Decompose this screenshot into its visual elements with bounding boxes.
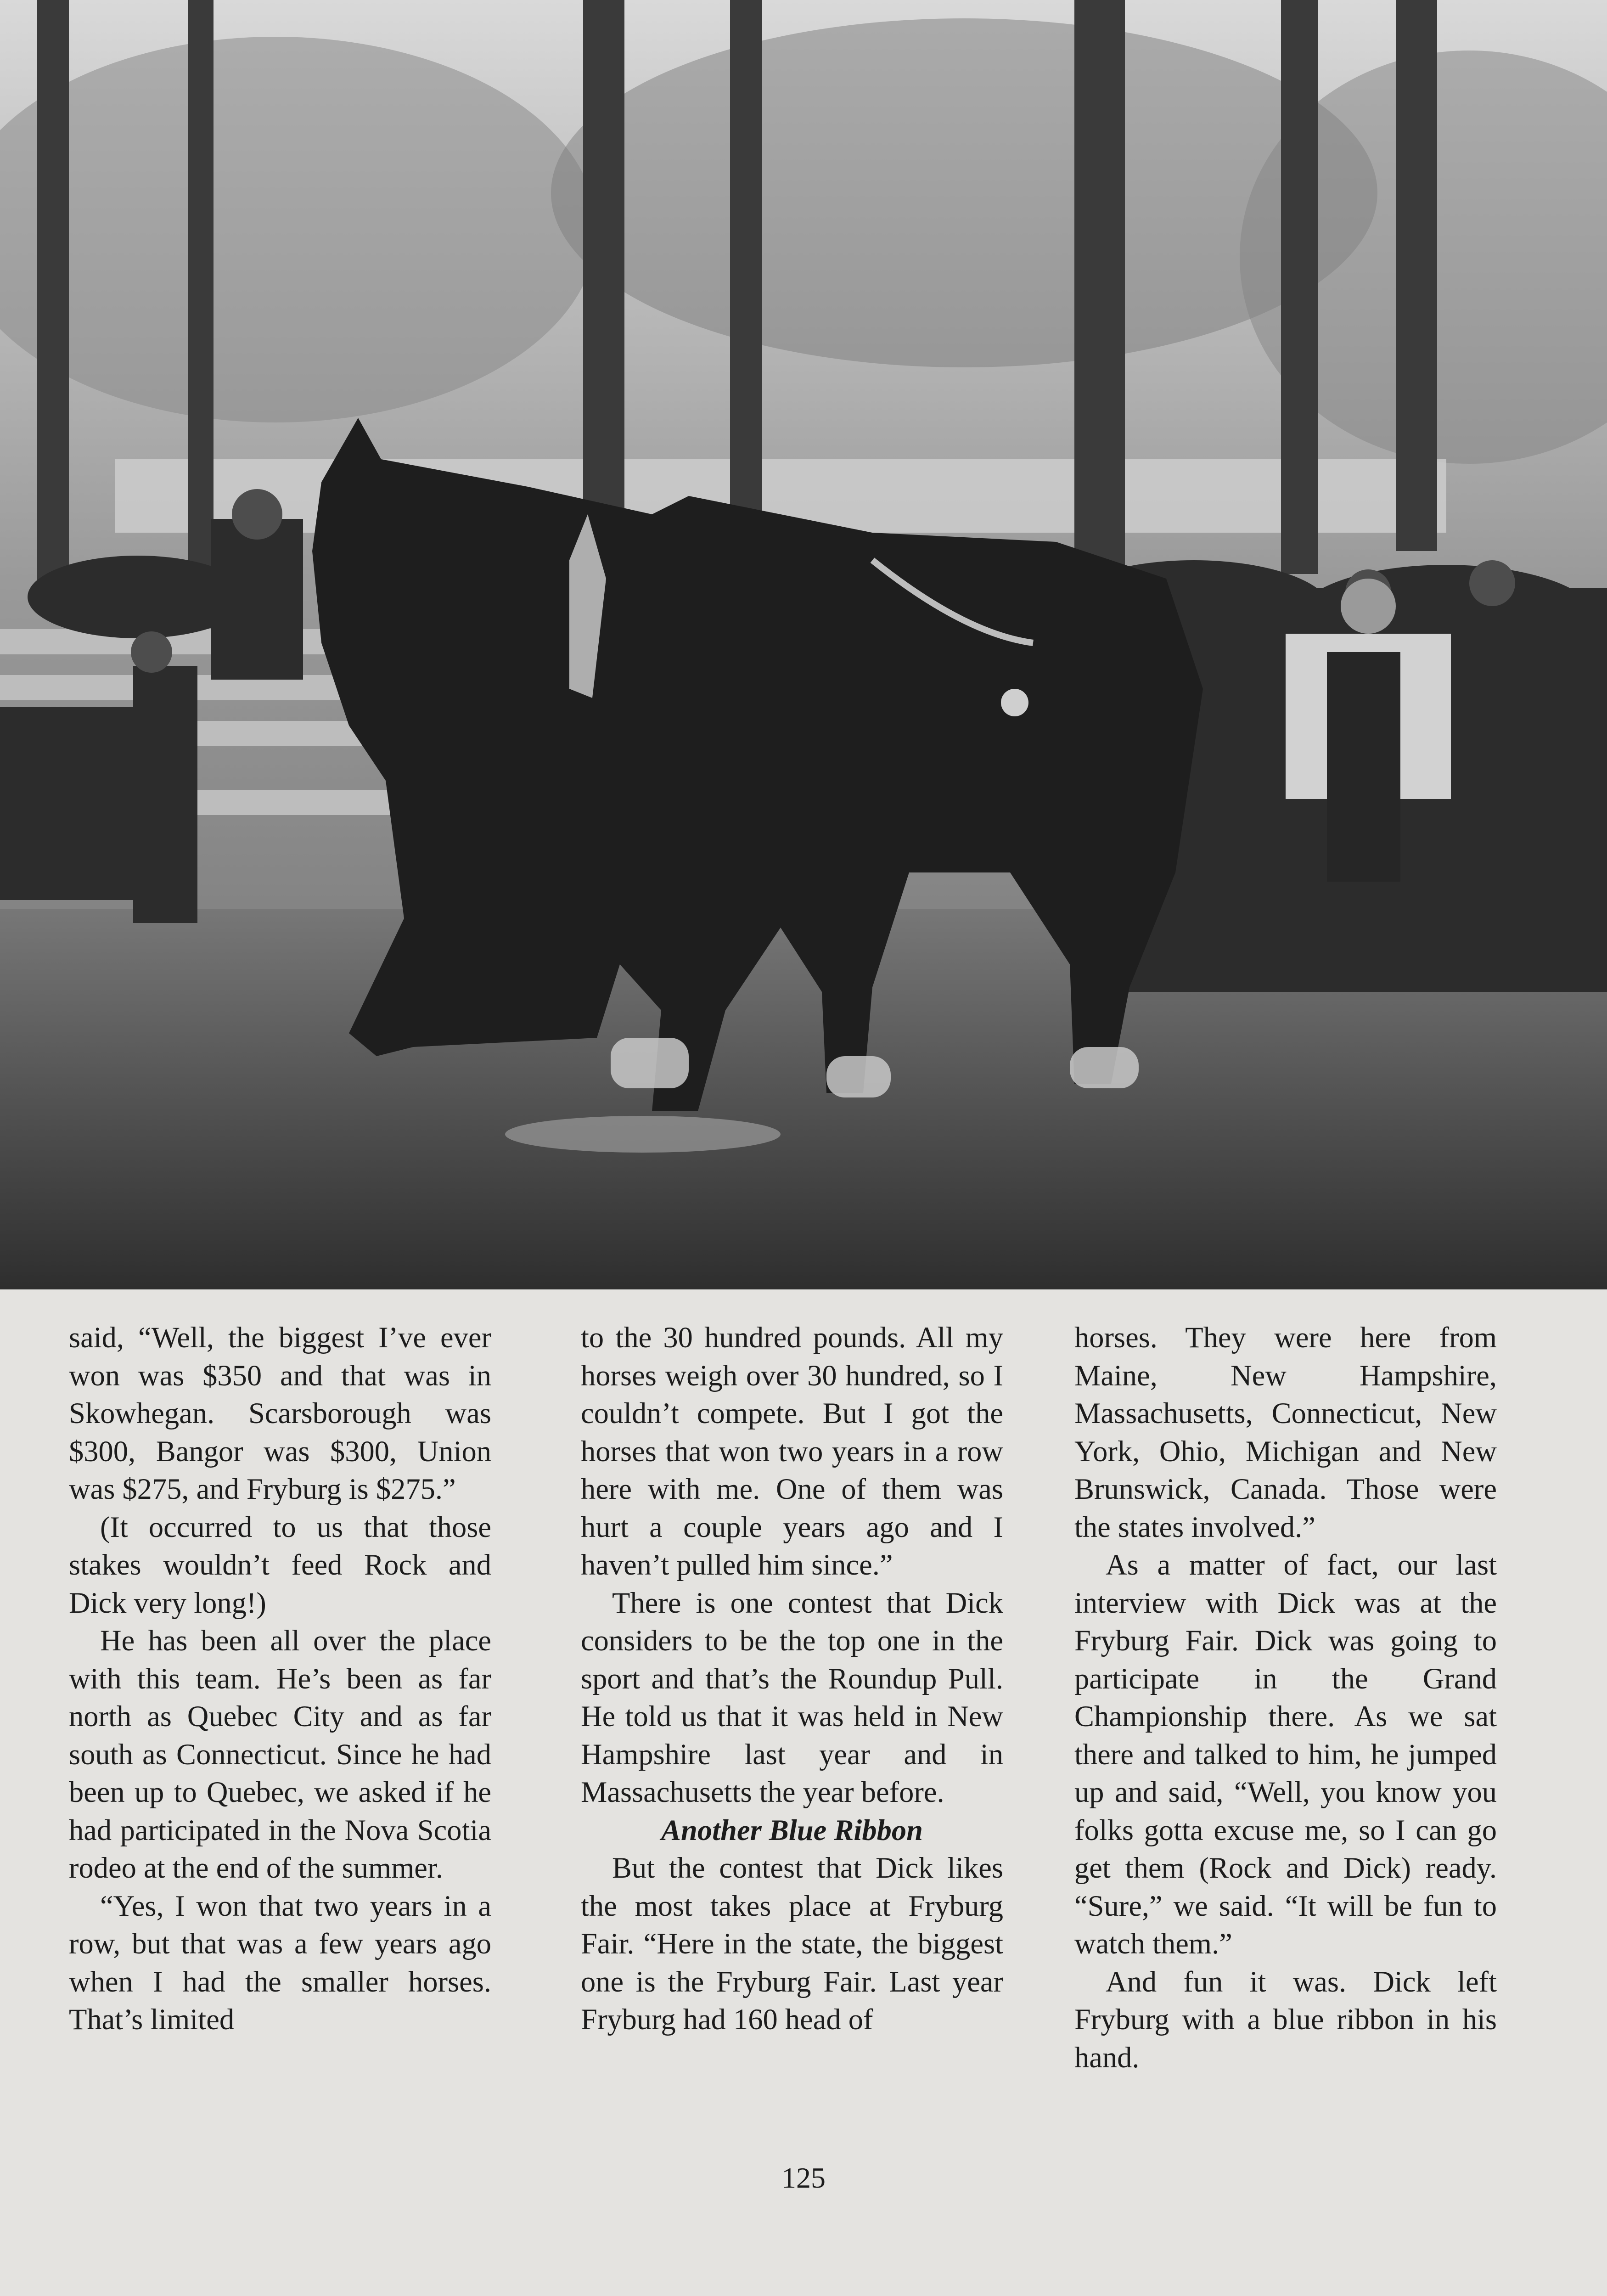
page-number: 125: [781, 2161, 826, 2194]
col1-paragraph-2: (It occurred to us that those stakes wouldn’t feed Rock and Dick very long!): [69, 1510, 491, 1619]
article-column-2: [581, 1319, 1003, 2039]
article-column-3: [1074, 1319, 1497, 2077]
section-heading: Another Blue Ribbon: [661, 1813, 923, 1846]
article-column-1: [69, 1319, 491, 2039]
col2-paragraph-3: But the contest that Dick likes the most takes place at Fryburg Fair. “Here in the state, the biggest one is the Fryburg Fair. Last year Fryburg had 160 head of: [581, 1851, 1003, 2036]
col2-paragraph-2: There is one contest that Dick considers to be the top one in the sport and that’s the Roundup Pull. He told us that it was held in New Hampshire last year and in Massachusetts the year before.: [581, 1586, 1003, 1808]
col1-paragraph-1: said, “Well, the biggest I’ve ever won was $350 and that was in Skowhegan. Scarsborough was $300, Bangor was $300, Union was $275, and Fryburg is $275.”: [69, 1321, 491, 1505]
col3-paragraph-2: As a matter of fact, our last interview with Dick was at the Fryburg Fair. Dick was going to participate in the Grand Championship there. As we sat there and talked to him, he jumped up and said, “Well, you know you folks gotta excuse me, so I can go get them (Rock and Dick) ready. “Sure,” we said. “It will be fun to watch them.”: [1074, 1548, 1497, 1960]
col2-paragraph-1: to the 30 hundred pounds. All my horses weigh over 30 hundred, so I couldn’t compete. But I got the horses that won two years in a row here with me. One of them was hurt a couple years ago and I haven’t pulled him since.”: [581, 1321, 1003, 1581]
col3-paragraph-1: horses. They were here from Maine, New Hampshire, Massachusetts, Connecticut, New York, Ohio, Michigan and New Brunswick, Canada. Those were the states involved.”: [1074, 1321, 1497, 1543]
col3-paragraph-3: And fun it was. Dick left Fryburg with a blue ribbon in his hand.: [1074, 1965, 1497, 2074]
col1-paragraph-4: “Yes, I won that two years in a row, but that was a few years ago when I had the smaller horses. That’s limited: [69, 1889, 491, 2036]
col1-paragraph-3: He has been all over the place with this team. He’s been as far north as Quebec City and as far south as Connecticut. Since he had been up to Quebec, we asked if he had participated in the Nova Scotia rodeo at the end of the summer.: [69, 1624, 491, 1884]
